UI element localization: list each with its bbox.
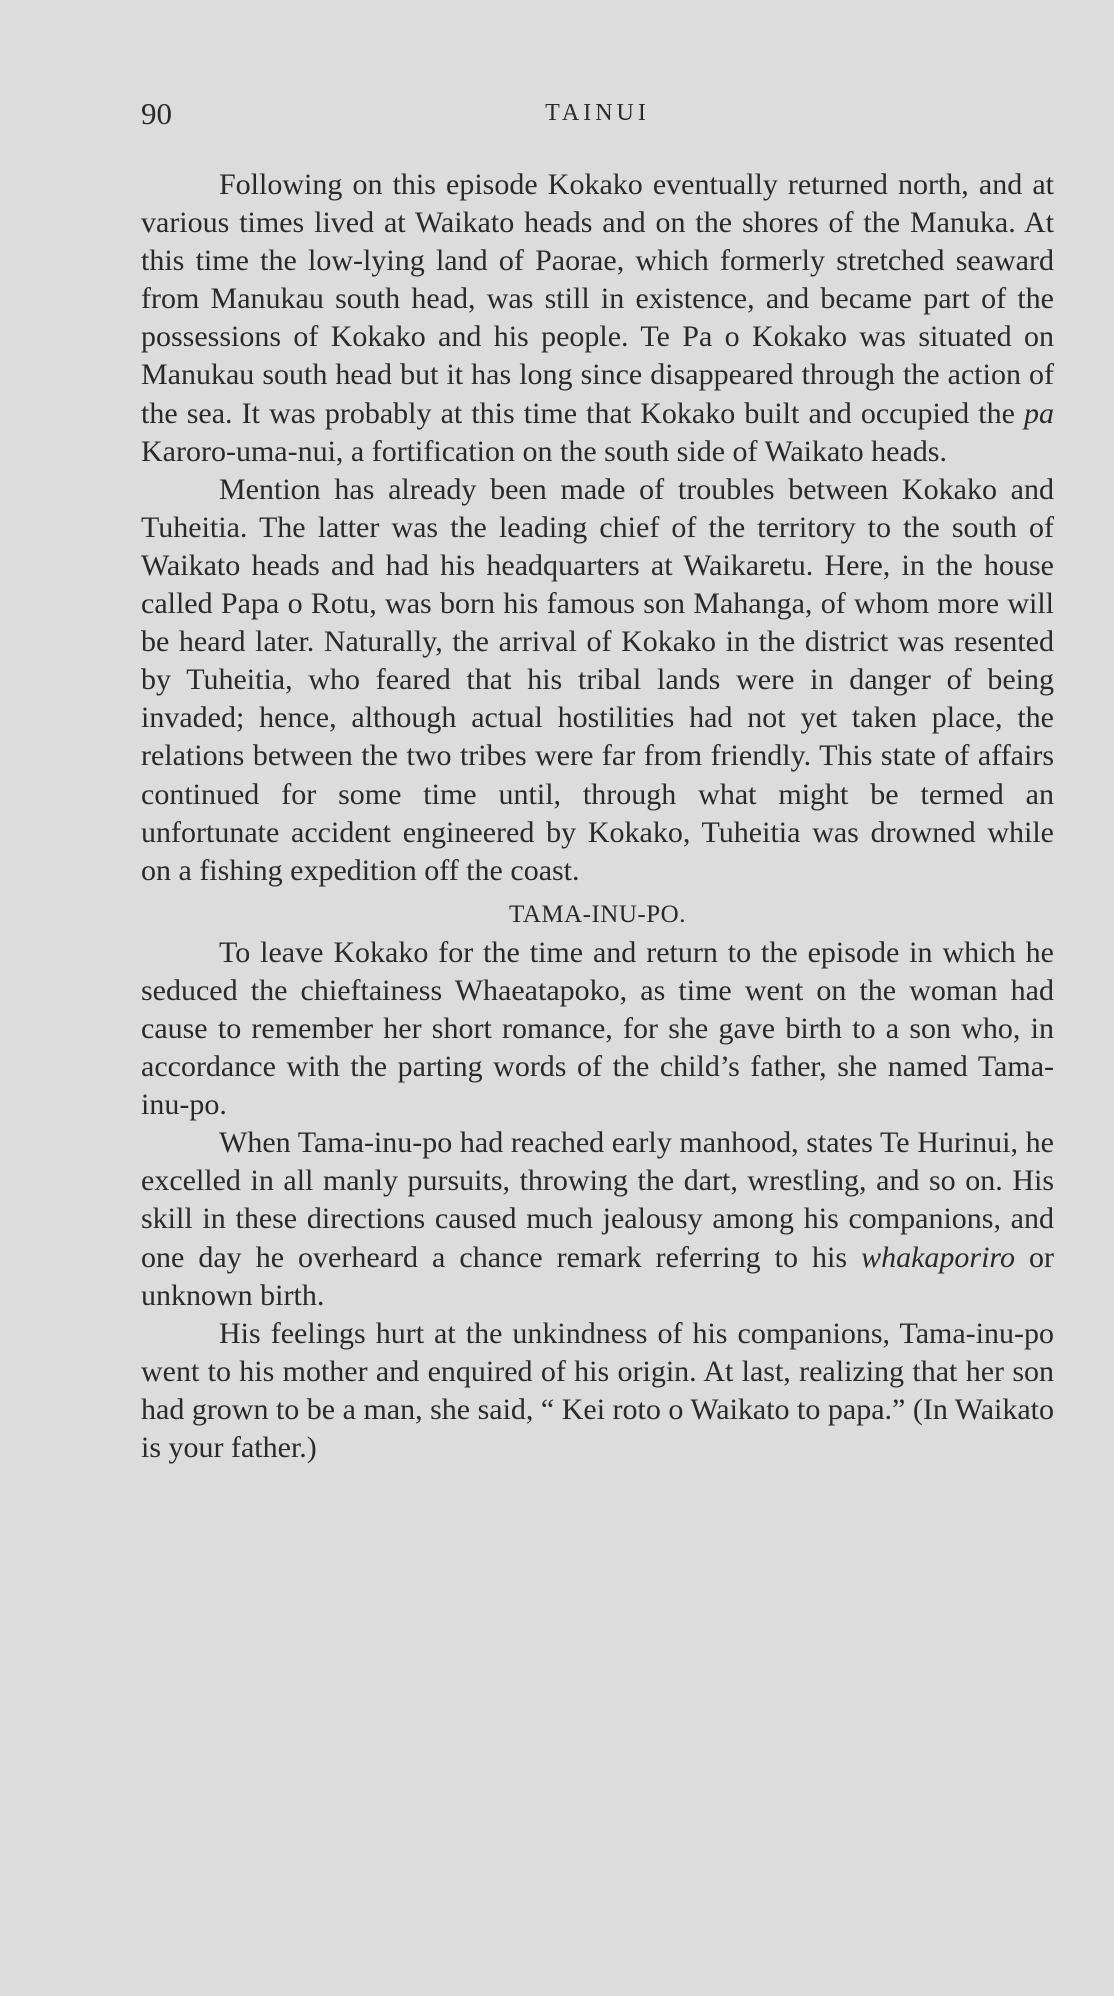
paragraph-early-manhood: When Tama-inu-po had reached early manhood, states Te Hurinui, he excelled in all manly pursuits, throwing the dart, wrestling, and so on. His skill in these directions caused much jealousy among his companions, and one day he overheard a chance remark referring to his whakaporiro or unknown birth. [141,1126,1055,1312]
section-heading: TAMA-INU-PO. [509,900,686,928]
page-number: 90 [141,96,172,131]
running-head: TAINUI [545,100,650,126]
paragraph-kokako-returns: Following on this episode Kokako eventually returned north, and at various times lived at Waikato heads and on the shores of the Manuka. At this time the low-lying land of Paorae, which formerly stretched seaward from Manukau south head, was still in existence, and became part of the possessions of Kokako and his people. Te Pa o Kokako was situated on Manukau south head but it has long since disappeared through the action of the sea. It was probably at this time that Kokako built and occupied the pa Karoro-uma-nui, a fortification on the south side of Waikato heads. [141,168,1054,468]
body-text [141,166,1054,1467]
page-header [141,96,1054,136]
paragraph-whaeatapoko: To leave Kokako for the time and return to the episode in which he seduced the chieftainess Whaeatapoko, as time went on the woman had cause to remember her short romance, for she gave birth to a son who, in accordance with the parting words of the child’s father, she named Tama-inu-po. [141,935,1054,1122]
italic-term-whakaporiro: whakaporiro [861,1240,1015,1274]
italic-term-pa: pa [1024,396,1054,430]
paragraph-mother-answer: His feelings hurt at the unkindness of his companions, Tama-inu-po went to his mother and enquired of his origin. At last, realizing that her son had grown to be a man, she said, “ Kei roto o Waikato to papa.” (In Waikato is your father.) [141,1316,1054,1464]
paragraph-troubles-tuheitia: Mention has already been made of troubles between Kokako and Tuheitia. The latter was the leading chief of the territory to the south of Waikato heads and had his headquarters at Waikaretu. Here, in the house called Papa o Rotu, was born his famous son Mahanga, of whom more will be heard later. Naturally, the arrival of Kokako in the district was resented by Tuheitia, who feared that his tribal lands were in danger of being invaded; hence, although actual hostilities had not yet taken place, the relations between the two tribes were far from friendly. This state of affairs continued for some time until, through what might be termed an unfortunate accident engineered by Kokako, Tuheitia was drowned while on a fishing expedition off the coast. [141,472,1054,887]
